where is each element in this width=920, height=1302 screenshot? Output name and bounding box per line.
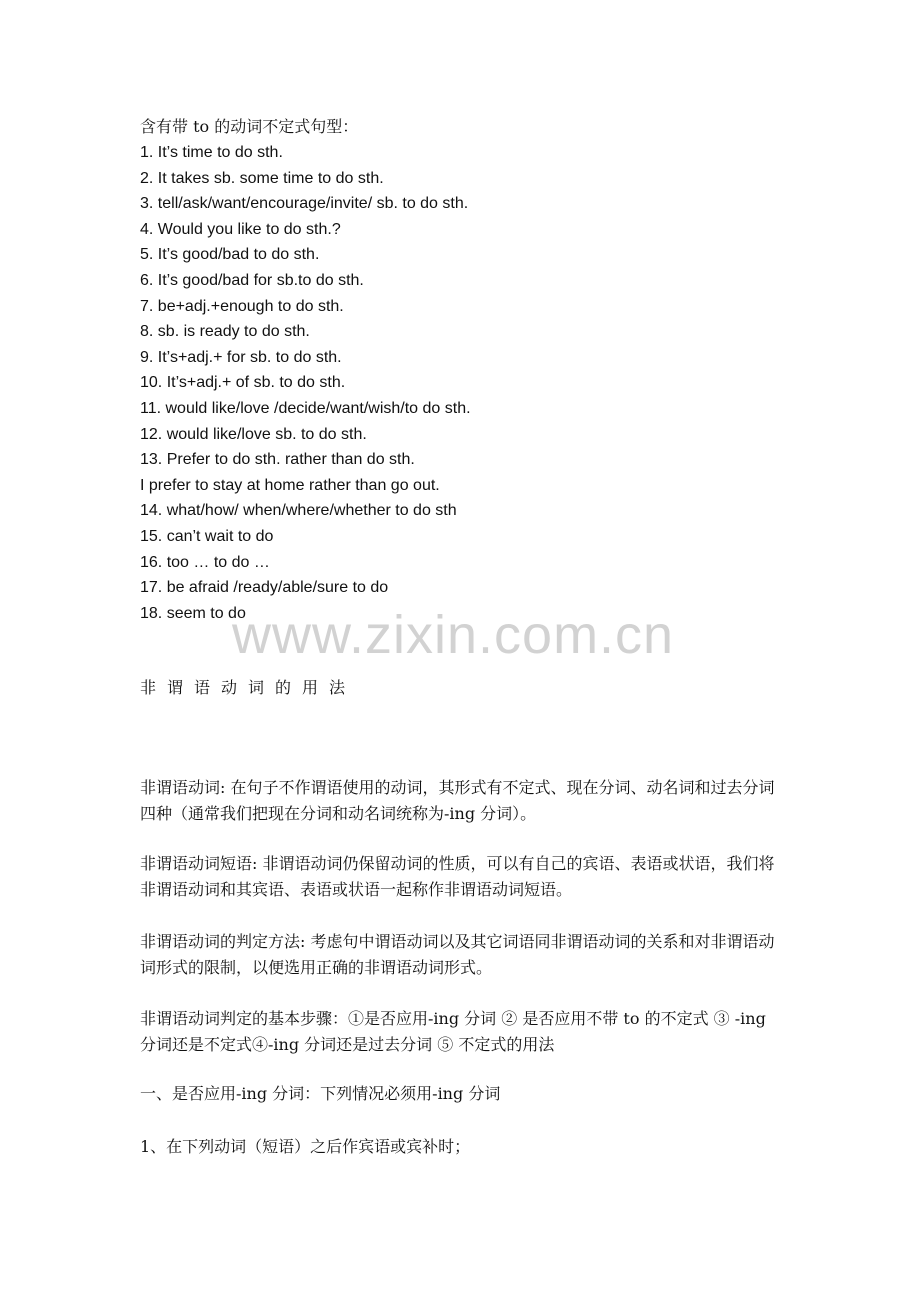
list-item: 16. too … to do … xyxy=(140,553,270,571)
list-item: 9. It’s+adj.+ for sb. to do sth. xyxy=(140,348,342,366)
list-item: 2. It takes sb. some time to do sth. xyxy=(140,169,384,187)
list-item: 13. Prefer to do sth. rather than do sth. xyxy=(140,451,415,469)
list-item: 6. It’s good/bad for sb.to do sth. xyxy=(140,271,364,289)
paragraph-definition: 非谓语动词: 在句子不作谓语使用的动词，其形式有不定式、现在分词、动名词和过去分词四种（通常我们把现在分词和动名词统称为-ing 分词）。 xyxy=(140,778,775,823)
list-item: 12. would like/love sb. to do sth. xyxy=(140,425,367,443)
section-heading: 非谓语动词的用法 xyxy=(140,678,357,697)
sentence-pattern-list xyxy=(140,140,780,626)
paragraph-rule: 1、在下列动词（短语）之后作宾语或宾补时； xyxy=(140,1137,471,1156)
paragraph-steps: 非谓语动词判定的基本步骤：①是否应用-ing 分词 ② 是否应用不带 to 的不定式 ③ -ing 分词还是不定式④-ing 分词还是过去分词 ⑤ 不定式的用法 xyxy=(140,1009,766,1054)
paragraph-subheading: 一、是否应用-ing 分词：下列情况必须用-ing 分词 xyxy=(140,1084,501,1103)
list-item: 15. can’t wait to do xyxy=(140,527,274,545)
list-item: 10. It’s+adj.+ of sb. to do sth. xyxy=(140,374,346,392)
list-item: 14. what/how/ when/where/whether to do sth xyxy=(140,502,457,520)
list-item: 18. seem to do xyxy=(140,604,246,622)
list-item: 3. tell/ask/want/encourage/invite/ sb. to do sth. xyxy=(140,195,469,213)
watermark: www.zixin.com.cn xyxy=(232,605,675,665)
list-item: 4. Would you like to do sth.? xyxy=(140,220,341,238)
list-item: 1. It’s time to do sth. xyxy=(140,144,283,161)
paragraph-method: 非谓语动词的判定方法: 考虑句中谓语动词以及其它词语同非谓语动词的关系和对非谓语动词形式的限制，以便选用正确的非谓语动词形式。 xyxy=(140,932,775,977)
paragraph-phrase: 非谓语动词短语: 非谓语动词仍保留动词的性质，可以有自己的宾语、表语或状语，我们将非谓语动词和其宾语、表语或状语一起称作非谓语动词短语。 xyxy=(140,854,775,899)
list-item: 7. be+adj.+enough to do sth. xyxy=(140,297,344,315)
list-item: 17. be afraid /ready/able/sure to do xyxy=(140,579,389,597)
section-title: 含有带 to 的动词不定式句型： xyxy=(140,117,359,136)
list-item-example: I prefer to stay at home rather than go out. xyxy=(140,476,440,494)
list-item: 8. sb. is ready to do sth. xyxy=(140,323,310,341)
list-item: 5. It’s good/bad to do sth. xyxy=(140,246,320,264)
list-item: 11. would like/love /decide/want/wish/to do sth. xyxy=(140,399,471,417)
